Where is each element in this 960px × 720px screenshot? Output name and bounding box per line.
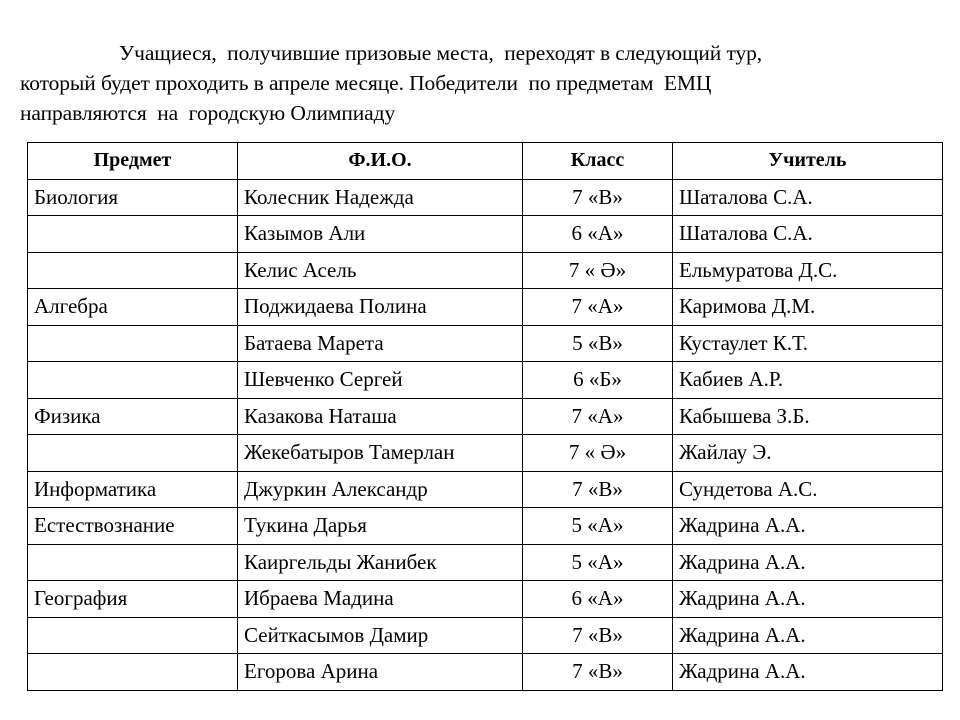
table-row <box>28 216 943 253</box>
cell-teacher: Кустаулет К.Т. <box>673 325 943 362</box>
intro-line: Учащиеся, получившие призовые места, переходят в следующий тур, <box>119 41 763 65</box>
table-row <box>28 325 943 362</box>
cell-grade: 5 «А» <box>523 508 673 545</box>
cell-teacher: Жайлау Э. <box>673 435 943 472</box>
cell-grade: 5 «А» <box>523 544 673 581</box>
cell-subject <box>28 325 238 362</box>
cell-subject: География <box>28 581 238 618</box>
table-row <box>28 289 943 326</box>
cell-grade: 7 «А» <box>523 289 673 326</box>
cell-teacher: Жадрина А.А. <box>673 581 943 618</box>
cell-teacher: Сундетова А.С. <box>673 471 943 508</box>
cell-subject: Биология <box>28 179 238 216</box>
cell-teacher: Кабиев А.Р. <box>673 362 943 399</box>
cell-subject: Физика <box>28 398 238 435</box>
cell-subject <box>28 216 238 253</box>
header-grade: Класс <box>523 143 673 180</box>
header-teacher: Учитель <box>673 143 943 180</box>
intro-line: который будет проходить в апреле месяце. Победители по предметам ЕМЦ <box>20 71 712 95</box>
cell-name: Ибраева Мадина <box>238 581 523 618</box>
table-row <box>28 544 943 581</box>
cell-grade: 6 «А» <box>523 581 673 618</box>
intro-line: направляются на городскую Олимпиаду <box>20 101 396 125</box>
cell-teacher: Жадрина А.А. <box>673 544 943 581</box>
table-row <box>28 362 943 399</box>
cell-subject: Алгебра <box>28 289 238 326</box>
cell-name: Батаева Марета <box>238 325 523 362</box>
cell-teacher: Шаталова С.А. <box>673 179 943 216</box>
cell-name: Тукина Дарья <box>238 508 523 545</box>
cell-grade: 7 «В» <box>523 654 673 691</box>
cell-grade: 7 « Ә» <box>523 435 673 472</box>
cell-subject <box>28 435 238 472</box>
cell-name: Каиргельды Жанибек <box>238 544 523 581</box>
cell-subject: Естествознание <box>28 508 238 545</box>
cell-teacher: Ельмуратова Д.С. <box>673 252 943 289</box>
cell-teacher: Каримова Д.М. <box>673 289 943 326</box>
cell-grade: 5 «В» <box>523 325 673 362</box>
cell-grade: 6 «А» <box>523 216 673 253</box>
table-row <box>28 654 943 691</box>
cell-name: Колесник Надежда <box>238 179 523 216</box>
cell-grade: 7 «В» <box>523 617 673 654</box>
table-row <box>28 617 943 654</box>
cell-grade: 7 «А» <box>523 398 673 435</box>
cell-subject <box>28 252 238 289</box>
cell-teacher: Кабышева З.Б. <box>673 398 943 435</box>
cell-teacher: Жадрина А.А. <box>673 508 943 545</box>
cell-grade: 7 «В» <box>523 471 673 508</box>
header-name: Ф.И.О. <box>238 143 523 180</box>
cell-name: Поджидаева Полина <box>238 289 523 326</box>
cell-name: Жекебатыров Тамерлан <box>238 435 523 472</box>
cell-subject <box>28 544 238 581</box>
cell-name: Келис Асель <box>238 252 523 289</box>
cell-grade: 7 «В» <box>523 179 673 216</box>
cell-name: Казакова Наташа <box>238 398 523 435</box>
header-subject: Предмет <box>28 143 238 180</box>
cell-name: Джуркин Александр <box>238 471 523 508</box>
cell-grade: 7 « Ә» <box>523 252 673 289</box>
cell-name: Казымов Али <box>238 216 523 253</box>
olympiad-results-table <box>27 142 943 691</box>
cell-subject <box>28 654 238 691</box>
table-header-row <box>28 143 943 180</box>
cell-teacher: Жадрина А.А. <box>673 654 943 691</box>
table-row <box>28 398 943 435</box>
cell-name: Сейткасымов Дамир <box>238 617 523 654</box>
cell-name: Шевченко Сергей <box>238 362 523 399</box>
table-row <box>28 581 943 618</box>
cell-subject: Информатика <box>28 471 238 508</box>
intro-paragraph <box>20 38 950 128</box>
table-row <box>28 179 943 216</box>
cell-subject <box>28 617 238 654</box>
table-row <box>28 508 943 545</box>
cell-name: Егорова Арина <box>238 654 523 691</box>
table-row <box>28 471 943 508</box>
table-row <box>28 435 943 472</box>
table-row <box>28 252 943 289</box>
cell-teacher: Жадрина А.А. <box>673 617 943 654</box>
cell-grade: 6 «Б» <box>523 362 673 399</box>
cell-teacher: Шаталова С.А. <box>673 216 943 253</box>
cell-subject <box>28 362 238 399</box>
